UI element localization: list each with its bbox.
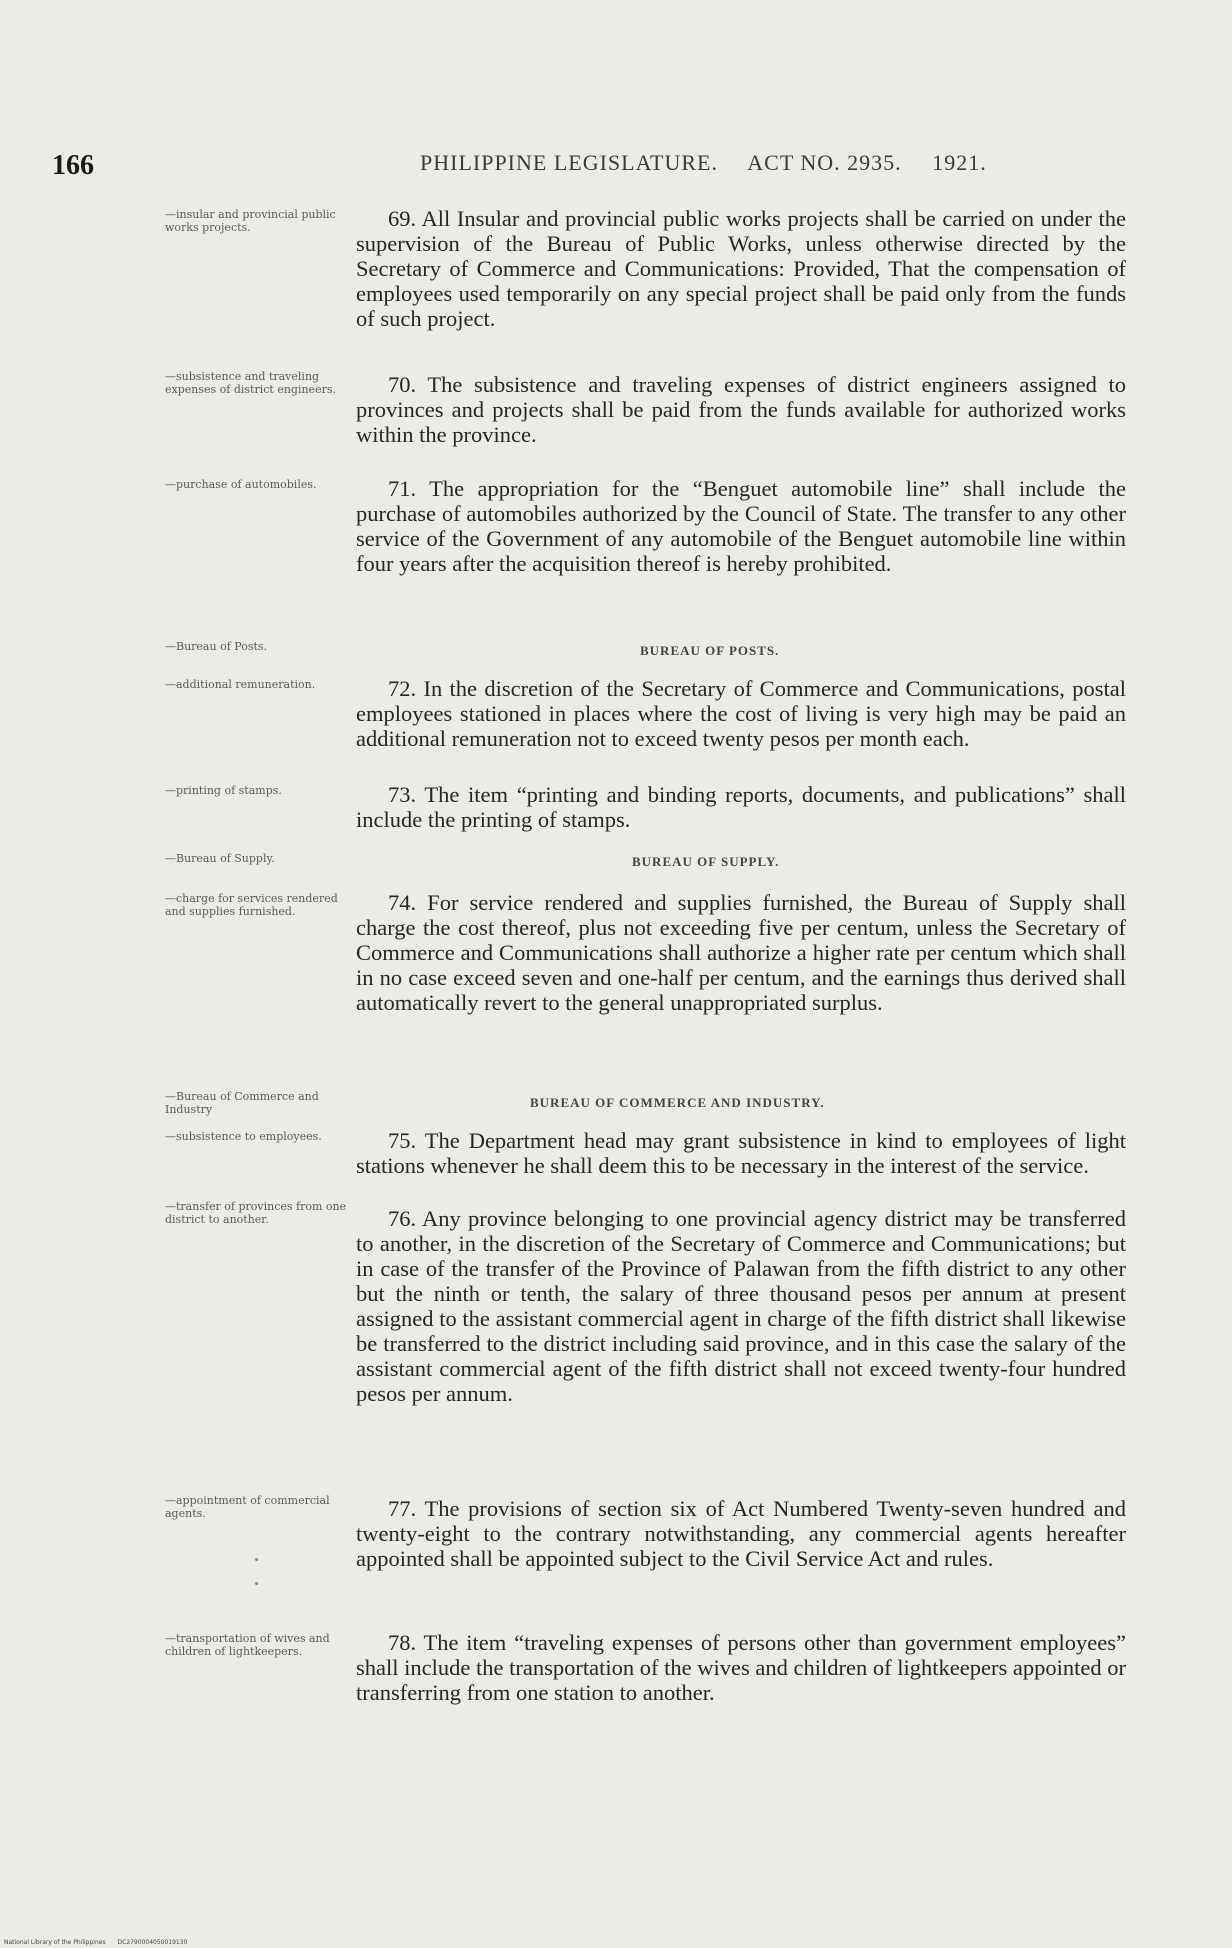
paragraph-75: 75. The Department head may grant subsistence in kind to employees of light stations whenever he shall deem this to be necessary in the interest of the service. [356,1128,1126,1178]
margin-note-69: —insular and provincial public works projects. [165,208,336,234]
footer-library: National Library of the Philippines [4,1939,106,1946]
paragraph-76: 76. Any province belonging to one provincial agency district may be transferred to another, in the discretion of the Secretary of Commerce and Communications; but in case of the transfer of the Province of Palawan from the fifth district to any other but the ninth or tenth, the salary of three thousand pesos per annum at present assigned to the assistant commercial agent in charge of the fifth district shall likewise be transferred to the district including said province, and in this case the salary of the assistant commercial agent of the fifth district shall not exceed twenty-four hundred pesos per annum. [356,1206,1126,1406]
margin-note-71: —purchase of automobiles. [165,478,317,491]
speck [255,1582,258,1585]
margin-note-bureau-posts: —Bureau of Posts. [165,640,268,653]
paragraph-78: 78. The item “traveling expenses of persons other than government employees” shall include the transportation of the wives and children of lightkeepers appointed or transferring from one station to another. [356,1630,1126,1705]
margin-note-72: —additional remuneration. [165,678,316,691]
scan-footer [4,1939,197,1946]
footer-code: DC2790004050019130 [117,1939,188,1946]
margin-note-bureau-commerce: —Bureau of Commerce and Industry [165,1090,319,1116]
heading-bureau-of-commerce: BUREAU OF COMMERCE AND INDUSTRY. [530,1095,825,1110]
header-year: 1921. [932,150,987,175]
heading-bureau-of-supply: BUREAU OF SUPPLY. [632,854,780,869]
section-73 [356,782,1126,832]
paragraph-71: 71. The appropriation for the “Benguet automobile line” shall include the purchase of automobiles authorized by the Council of State. The transfer to any other service of the Government of any automobile of the Benguet automobile line within four years after the acquisition thereof is hereby prohibited. [356,476,1126,576]
heading-bureau-of-posts: BUREAU OF POSTS. [640,643,780,658]
paragraph-72: 72. In the discretion of the Secretary of Commerce and Communications, postal employees stationed in places where the cost of living is very high may be paid an additional remuneration not to exceed twenty pesos per month each. [356,676,1126,751]
margin-note-73: —printing of stamps. [165,784,282,797]
paragraph-70: 70. The subsistence and traveling expenses of district engineers assigned to provinces and projects shall be paid from the funds available for authorized works within the province. [356,372,1126,447]
margin-note-70: —subsistence and traveling expenses of district engineers. [165,370,336,396]
section-69 [356,206,1126,331]
section-77 [356,1496,1126,1571]
section-78 [356,1630,1126,1705]
margin-note-bureau-supply: —Bureau of Supply. [165,852,275,865]
section-71 [356,476,1126,576]
margin-note-78: —transportation of wives and children of lightkeepers. [165,1632,330,1658]
section-72 [356,676,1126,751]
paragraph-69: 69. All Insular and provincial public works projects shall be carried on under the supervision of the Bureau of Public Works, unless otherwise directed by the Secretary of Commerce and Communications: Provided, That the compensation of employees used temporarily on any special project shall be paid only from the funds of such project. [356,206,1126,331]
section-76 [356,1206,1126,1406]
header-title: PHILIPPINE LEGISLATURE. [420,150,718,175]
margin-note-77: —appointment of commercial agents. [165,1494,330,1520]
paragraph-74: 74. For service rendered and supplies furnished, the Bureau of Supply shall charge the cost thereof, plus not exceeding five per centum, unless the Secretary of Commerce and Communications shall authorize a higher rate per centum which shall in no case exceed seven and one-half per centum, and the earnings thus derived shall automatically revert to the general unappropriated surplus. [356,890,1126,1015]
page-number: 166 [52,150,94,181]
margin-note-75: —subsistence to employees. [165,1130,322,1143]
section-70 [356,372,1126,447]
speck [255,1558,258,1561]
section-75 [356,1128,1126,1178]
margin-note-76: —transfer of provinces from one district to another. [165,1200,347,1226]
section-74 [356,890,1126,1015]
paragraph-77: 77. The provisions of section six of Act Numbered Twenty-seven hundred and twenty-eight to the contrary notwithstanding, any commercial agents hereafter appointed shall be appointed subject to the Civil Service Act and rules. [356,1496,1126,1571]
running-header [420,150,1011,176]
header-act: ACT NO. 2935. [747,150,902,175]
margin-note-74: —charge for services rendered and supplies furnished. [165,892,338,918]
paragraph-73: 73. The item “printing and binding reports, documents, and publications” shall include the printing of stamps. [356,782,1126,832]
